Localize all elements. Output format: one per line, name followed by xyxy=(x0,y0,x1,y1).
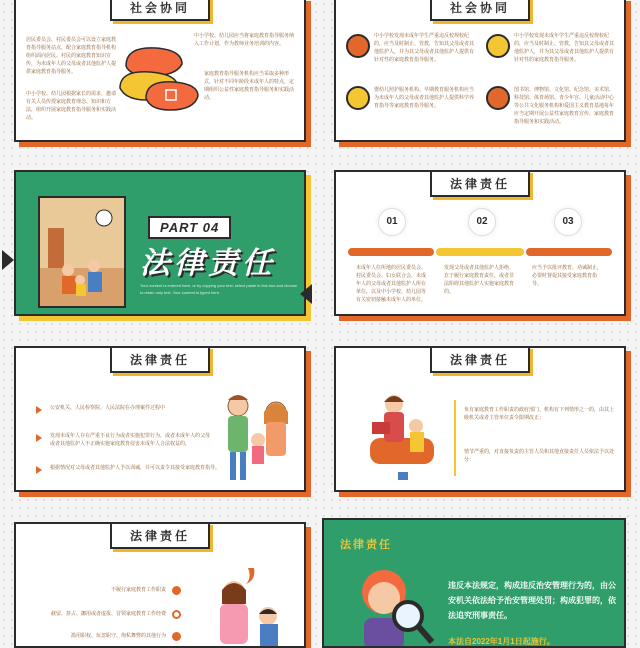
step-number: 03 xyxy=(554,208,582,236)
slide-1[interactable] xyxy=(14,0,306,142)
bullet-dot-icon xyxy=(172,610,181,619)
slide-8[interactable] xyxy=(322,518,626,648)
slide-text: 家庭教育指导服务机构应当采取多种形式，针对不同年龄段未成年人的特点，定期组织公益性家庭教育指导服务和实践活动。 xyxy=(204,71,295,101)
item-text: 截留、挤占、挪用或者虚报、冒领家庭教育工作经费 xyxy=(50,611,166,617)
item-text: 公安机关、人民检察院、人民法院在办理案件过程中 xyxy=(50,405,166,411)
slide-3[interactable] xyxy=(14,170,306,316)
item-text: 图书馆、博物馆、文化馆、纪念馆、美术馆、科技馆、体育场馆、青少年宫、儿童活动中心等公共文化服务机构和爱国主义教育基地每年应当定期开展公益性家庭教育宣传、家庭教育指导服务和实践活动。 xyxy=(514,87,615,125)
step-bar xyxy=(526,248,612,256)
item-text: 中小学校发现未成年学生严重违反校规校纪的，应当及时制止、管教，告知其父母或者其他监护人，并为其父母或者其他监护人提供有针对性的家庭教育指导服务。 xyxy=(514,33,615,63)
family-reading-illustration xyxy=(40,198,124,306)
step-number: 01 xyxy=(378,208,406,236)
item-text: 负有家庭教育工作职责的政府部门、机构有下列情形之一的，由其上级机关或者主管单位责令限期改正； xyxy=(464,407,615,421)
yellow-circle-icon xyxy=(486,34,510,58)
item-text: 滥用职权、玩忽职守、徇私舞弊的其他行为 xyxy=(70,633,166,639)
girl-magnifier-illustration xyxy=(346,558,436,648)
item-text: 不履行家庭教育工作职责 xyxy=(110,587,166,593)
item-text: 婴幼儿照护服务机构、早期教育服务机构应当为未成年人的父母或者其他监护人提供科学养育指导等家庭教育指导服务。 xyxy=(374,87,475,109)
slide-title: 法律责任 xyxy=(110,522,210,549)
arrow-marker-icon xyxy=(2,250,14,270)
slide-title: 社会协同 xyxy=(430,0,530,21)
chevron-right-icon xyxy=(36,434,42,442)
item-text: 情节严重的，对直接负责的主管人员和其他直接责任人员依法予以处分： xyxy=(464,449,615,463)
item-text: 发现未成年人存在严重不良行为或者实施犯罪行为，或者未成年人的父母或者其他监护人不正确实施家庭教育侵害未成年人合法权益的， xyxy=(50,433,211,447)
slide-2[interactable] xyxy=(334,0,626,142)
yellow-circle-icon xyxy=(346,86,370,110)
section-subtitle: Your content is entered here, or by copying your text, select paste in this box and choose to retain only text. Your content is typed here. xyxy=(140,283,298,295)
item-text: 根据情况对父母或者其他监护人予以训诫，并可以责令其接受家庭教育指导。 xyxy=(50,465,221,471)
slide-text: 中小学校、幼儿园根据家长的需求，邀请有关人员传授家庭教育理念、知识和方法，组织开展家庭教育指导服务和实践活动。 xyxy=(26,91,117,121)
step-text: 未成年人住所地的居民委员会、村民委员会、妇女联合会，未成年人的父母或者其他监护人所在单位，以及中小学校、幼儿园等有关密切接触未成年人的单位。 xyxy=(356,265,427,303)
step-text: 应当予以批评教育、劝诫制止，必要时督促其接受家庭教育指导。 xyxy=(532,265,603,287)
law-text: 违反本法规定，构成违反治安管理行为的，由公安机关依法给予治安管理处罚；构成犯罪的，依法追究刑事责任。 xyxy=(448,581,616,620)
chevron-right-icon xyxy=(36,406,42,414)
slide-title: 法律责任 xyxy=(110,346,210,373)
slide-text: 居民委员会、村民委员会可以设立家庭教育指导服务站点，配合家庭教育指导机构组织面向居民、村民的家庭教育知识宣传，为未成年人的父母或者其他监护人提供家庭教育指导服务。 xyxy=(26,37,117,75)
step-bar xyxy=(436,248,524,256)
divider-line xyxy=(454,400,456,476)
slide-title: 法律责任 xyxy=(430,170,530,197)
mother-child-reading-illustration xyxy=(364,388,440,486)
slide-title: 法律责任 xyxy=(430,346,530,373)
slide-5[interactable] xyxy=(14,346,306,492)
bullet-dot-icon xyxy=(172,586,181,595)
item-text: 中小学校发现未成年学生严重违反校规校纪的，应当及时制止、管教，告知其父母或者其他监护人，并为其父母或者其他监护人提供有针对性的家庭教育指导服务。 xyxy=(374,33,475,63)
step-text: 发现父母或者其他监护人拒绝、怠于履行家庭教育责任，或者非法阻碍其他监护人实施家庭教育的。 xyxy=(444,265,515,295)
mother-child-illustration xyxy=(198,564,294,648)
orange-circle-icon xyxy=(346,34,370,58)
slide-text: 中小学校、幼儿园应当将家庭教育指导服务纳入工作计划，作为教师业务培训的内容。 xyxy=(194,33,295,47)
step-number: 02 xyxy=(468,208,496,236)
illustration-frame xyxy=(38,196,126,308)
slide-title: 法律责任 xyxy=(340,539,392,551)
arrow-marker-icon xyxy=(300,284,312,304)
slide-7[interactable] xyxy=(14,522,306,648)
step-bar xyxy=(348,248,434,256)
footer-text: 本法自2022年1月1日起施行。 xyxy=(448,637,555,646)
part-label: PART 04 xyxy=(148,216,231,239)
orange-circle-icon xyxy=(486,86,510,110)
slide-6[interactable] xyxy=(334,346,626,492)
family-illustration xyxy=(214,390,302,486)
speech-bubbles-illustration xyxy=(116,36,200,116)
slide-4[interactable] xyxy=(334,170,626,316)
section-title: 法律责任 xyxy=(140,247,276,280)
slide-title: 社会协同 xyxy=(110,0,210,21)
chevron-right-icon xyxy=(36,466,42,474)
